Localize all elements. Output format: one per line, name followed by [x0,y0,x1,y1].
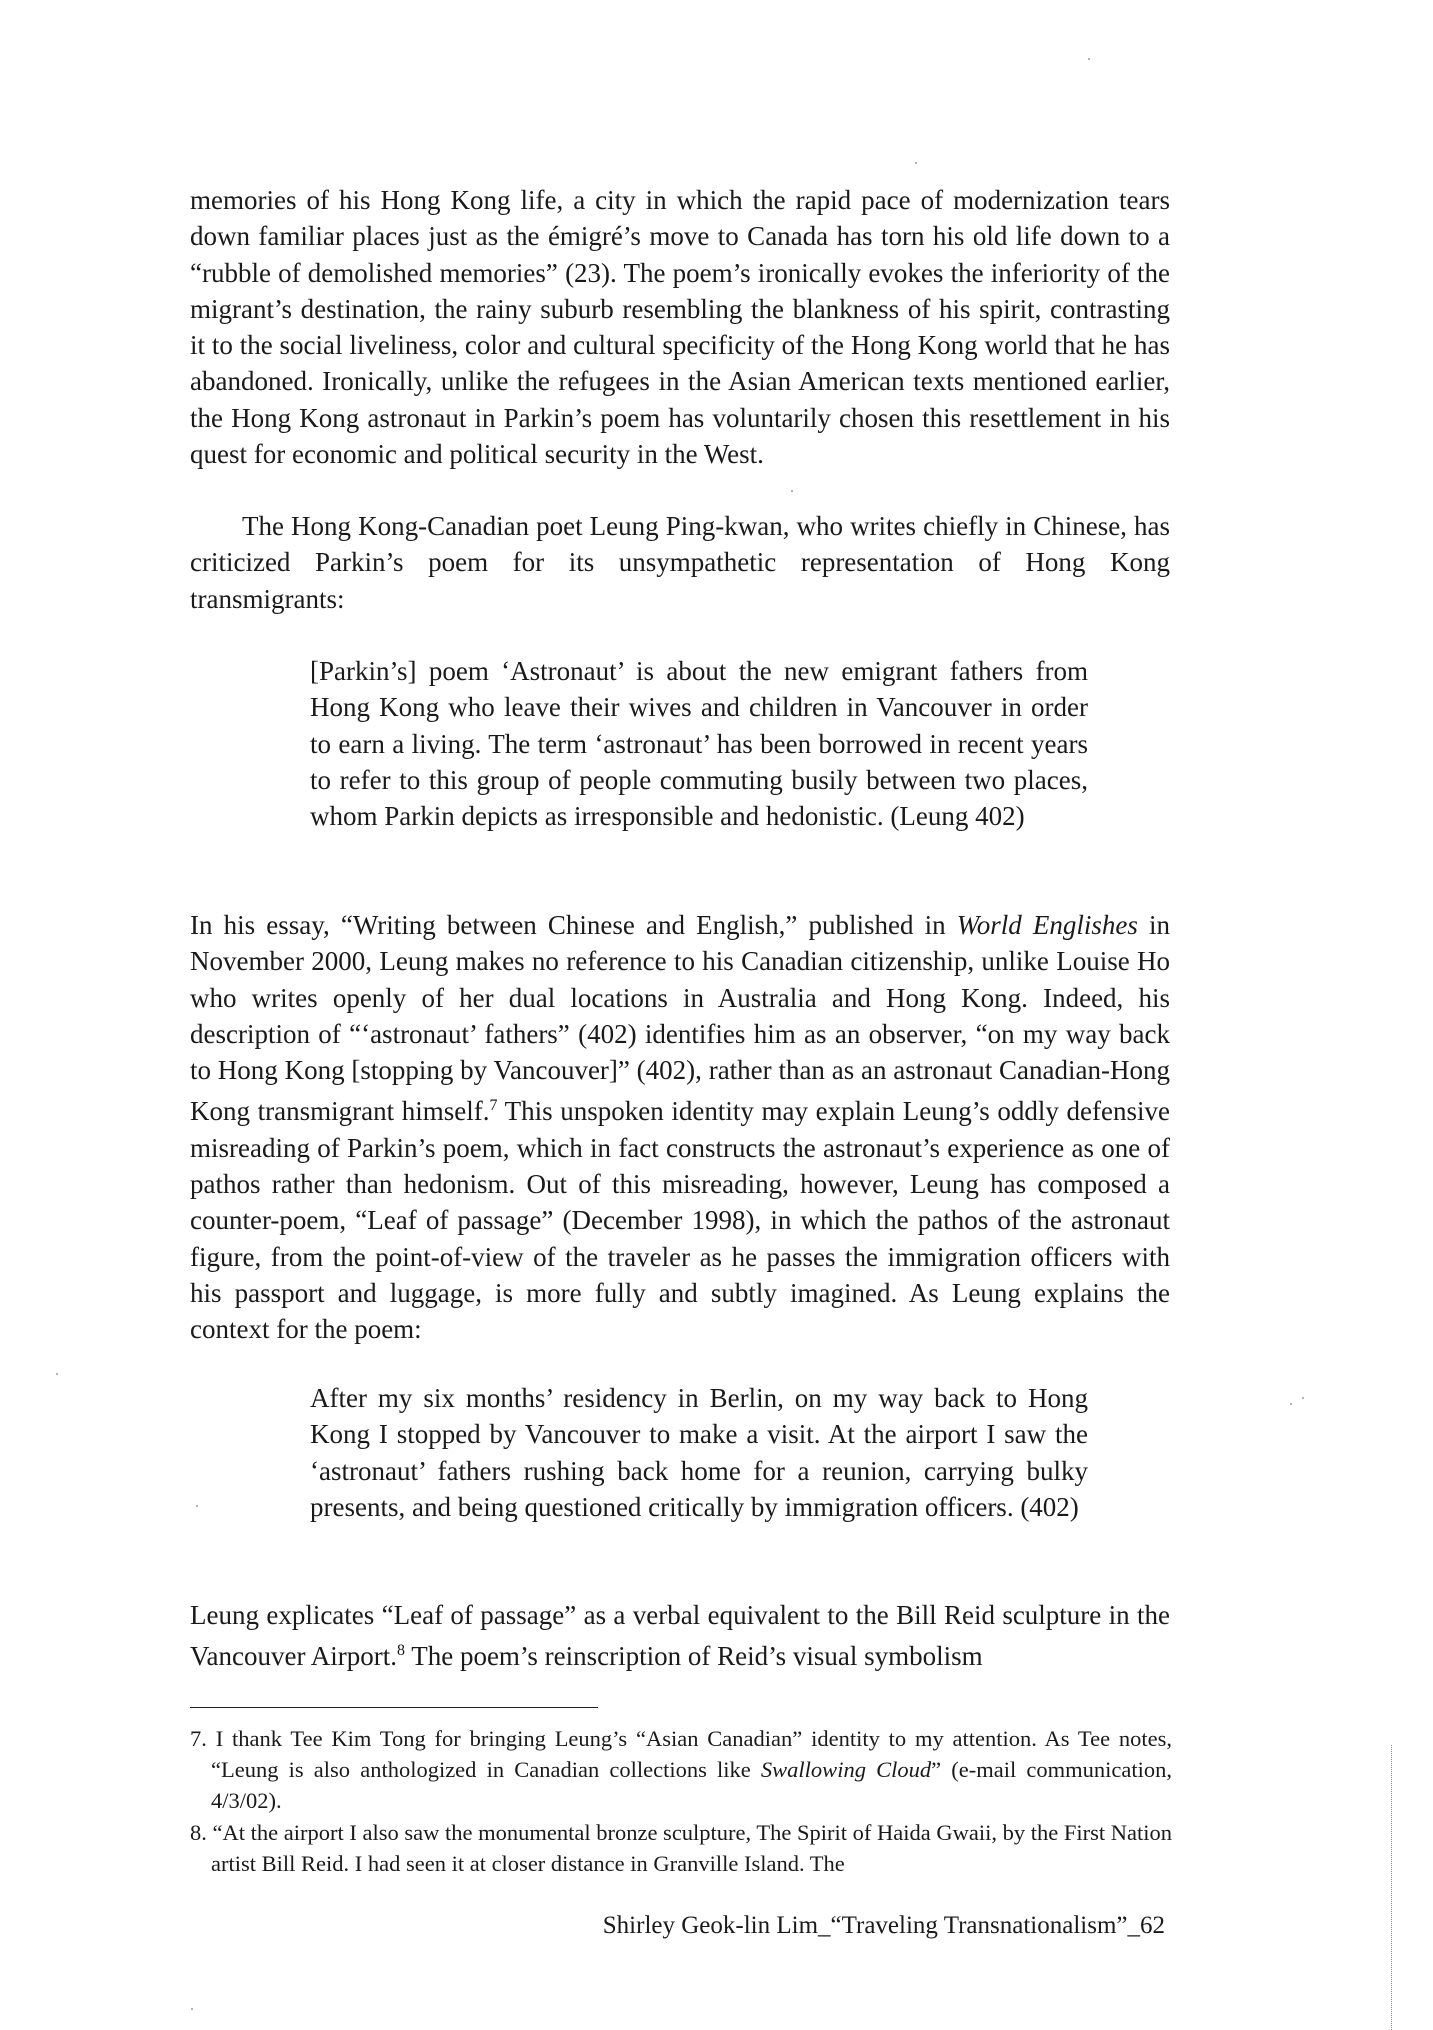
body-paragraph-4 [190,1597,1170,1675]
footnote-divider [190,1707,598,1708]
scan-speck [56,1373,58,1375]
paragraph-3-text-b: in November 2000, Leung makes no reference to his Canadian citizenship, unlike Louise Ho who writes openly of her dual locations in Australia and Hong Kong. Indeed, his description of “‘astronaut’ fathers” (402) identifies him as an observer, “on my way back to Hong Kong [stopping by Vancouver]” (402), rather than as an astronaut Canadian-Hong Kong transmigrant himself. [190,910,1170,1127]
running-footer: Shirley Geok-lin Lim_“Traveling Transnationalism”_62 [602,1912,1165,1939]
footnote-8-text: “At the airport I also saw the monumental bronze sculpture, The Spirit of Haida Gwaii, by the First Nation artist Bill Reid. I had seen it at closer distance in Granville Island. The [206,1820,1172,1876]
scan-speck [1290,1403,1292,1405]
footnote-7-number: 7. [190,1726,207,1751]
paragraph-4-text-a: Leung explicates “Leaf of passage” as a verbal equivalent to the Bill Reid sculpture in the Vancouver Airport. [190,1600,1170,1672]
footnote-ref-7[interactable]: 7 [489,1097,498,1115]
paragraph-3-text-c: This unspoken identity may explain Leung’s oddly defensive misreading of Parkin’s poem, which in fact constructs the astronaut’s experience as one of pathos rather than hedonism. Out of this misreading, however, Leung has composed a counter-poem, “Leaf of passage” (December 1998), in which the pathos of the astronaut figure, from the point-of-view of the traveler as he passes the immigration officers with his passport and luggage, is more fully and subtly imagined. As Leung explains the context for the poem: [190,1096,1170,1345]
paragraph-3-text-a: In his essay, “Writing between Chinese and English,” published in [190,910,957,940]
footnote-7 [190,1723,1172,1816]
body-paragraph-2: The Hong Kong-Canadian poet Leung Ping-kwan, who writes chiefly in Chinese, has criticized Parkin’s poem for its unsympathetic representation of Hong Kong transmigrants: [190,511,1170,614]
scan-speck [1088,58,1090,60]
block-quote-1: [Parkin’s] poem ‘Astronaut’ is about the new emigrant fathers from Hong Kong who leave their wives and children in Vancouver in order to earn a living. The term ‘astronaut’ has been borrowed in recent years to refer to this group of people commuting busily between two places, whom Parkin depicts as irresponsible and hedonistic. (Leung 402) [310,656,1088,832]
journal-title: World Englishes [956,910,1138,940]
body-paragraph-3 [190,907,1170,1348]
footnote-7-text-a: I thank Tee Kim Tong for bringing Leung’s “Asian Canadian” identity to my attention. As Tee notes, “Leung is also anthologized in Canadian collections like [206,1726,1172,1782]
scan-speck [915,162,917,164]
paragraph-4-text-b: The poem’s reinscription of Reid’s visual symbolism [404,1641,983,1672]
footnote-ref-8[interactable]: 8 [396,1642,405,1660]
scan-speck [196,1505,198,1507]
scan-edge-mark [1391,1745,1392,2030]
scan-speck [191,2008,193,2010]
scan-speck [1302,1397,1304,1399]
book-title: Swallowing Cloud [760,1757,932,1782]
block-quote-2: After my six months’ residency in Berlin, on my way back to Hong Kong I stopped by Vancouver to make a visit. At the airport I saw the ‘astronaut’ fathers rushing back home for a reunion, carrying bulky presents, and being questioned critically by immigration officers. (402) [310,1383,1088,1522]
scan-speck [791,490,793,492]
footnote-7-text-b: ” (e-mail communication, 4/3/02). [211,1757,1172,1813]
footnote-8-number: 8. [190,1820,207,1845]
body-paragraph-1: memories of his Hong Kong life, a city in which the rapid pace of modernization tears down familiar places just as the émigré’s move to Canada has torn his old life down to a “rubble of demolished memories” (23). The poem’s ironically evokes the inferiority of the migrant’s destination, the rainy suburb resembling the blankness of his spirit, contrasting it to the social liveliness, color and cultural specificity of the Hong Kong world that he has abandoned. Ironically, unlike the refugees in the Asian American texts mentioned earlier, the Hong Kong astronaut in Parkin’s poem has voluntarily chosen this resettlement in his quest for economic and political security in the West. [190,185,1170,470]
footnote-8 [190,1817,1172,1879]
